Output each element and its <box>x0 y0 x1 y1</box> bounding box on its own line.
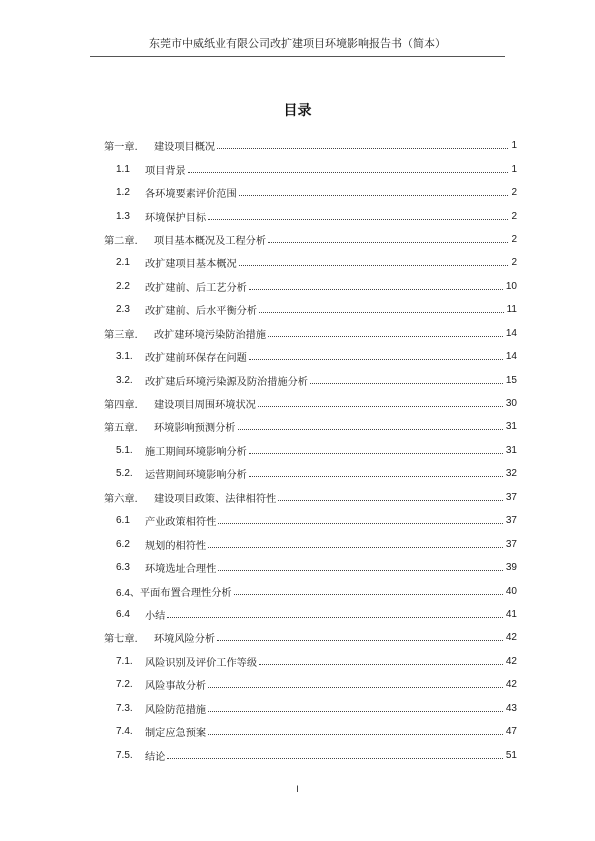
toc-dot-leader <box>259 312 504 313</box>
toc-entry-page: 41 <box>505 608 517 620</box>
toc-chapter-entry[interactable] <box>104 228 517 251</box>
toc-entry-title: 风险防范措施 <box>145 704 207 716</box>
toc-entry-page: 2 <box>511 210 517 222</box>
toc-entry-number: 2.3 <box>116 304 130 316</box>
toc-entry-page: 42 <box>505 679 517 691</box>
toc-section-entry[interactable] <box>104 673 517 696</box>
toc-entry-title: 风险事故分析 <box>145 681 207 693</box>
toc-entry-page: 1 <box>511 163 517 175</box>
toc-section-entry[interactable] <box>104 439 517 462</box>
toc-entry-title: 结论 <box>145 751 166 763</box>
toc-section-entry[interactable] <box>104 579 517 602</box>
toc-entry-page: 42 <box>505 632 517 644</box>
toc-dot-leader <box>167 617 503 618</box>
toc-entry-title: 环境选址合理性 <box>145 564 217 576</box>
toc-entry-title: 施工期间环境影响分析 <box>145 446 247 458</box>
toc-section-entry[interactable] <box>104 181 517 204</box>
toc-entry-number: 7.1. <box>116 655 133 667</box>
page-number: I <box>296 784 299 794</box>
toc-entry-page: 11 <box>506 304 517 316</box>
toc-entry-number: 2.1 <box>116 257 130 269</box>
toc-entry-title: 各环境要素评价范围 <box>145 189 237 201</box>
toc-entry-number: 第六章. <box>104 493 138 505</box>
toc-dot-leader <box>249 289 503 290</box>
toc-dot-leader <box>239 195 509 196</box>
toc-entry-page: 39 <box>505 562 517 574</box>
toc-entry-number: 第三章. <box>104 329 138 341</box>
toc-entry-page: 2 <box>511 233 517 245</box>
toc-entry-number: 6.4、 <box>116 587 140 599</box>
toc-section-entry[interactable] <box>104 603 517 626</box>
toc-entry-number: 3.2. <box>116 374 133 386</box>
toc-entry-page: 14 <box>505 327 517 339</box>
toc-entry-title: 改扩建前、后工艺分析 <box>145 282 247 294</box>
toc-section-entry[interactable] <box>104 368 517 391</box>
toc-section-entry[interactable] <box>104 251 517 274</box>
toc-chapter-entry[interactable] <box>104 626 517 649</box>
toc-section-entry[interactable] <box>104 509 517 532</box>
toc-entry-number: 1.3 <box>116 210 130 222</box>
toc-dot-leader <box>268 336 503 337</box>
toc-entry-title: 环境保护目标 <box>145 212 207 224</box>
toc-entry-page: 37 <box>505 515 517 527</box>
toc-entry-title: 改扩建后环境污染源及防治措施分析 <box>145 376 308 388</box>
toc-entry-title: 小结 <box>145 610 166 622</box>
toc-entry-number: 第四章. <box>104 400 138 412</box>
toc-entry-page: 37 <box>505 538 517 550</box>
toc-entry-title: 环境影响预测分析 <box>154 423 236 435</box>
toc-entry-number: 5.2. <box>116 468 133 480</box>
toc-section-entry[interactable] <box>104 532 517 555</box>
toc-dot-leader <box>218 570 503 571</box>
toc-dot-leader <box>238 429 503 430</box>
toc-title: 目录 <box>283 103 312 119</box>
toc-entry-number: 6.2 <box>116 538 130 550</box>
toc-dot-leader <box>217 148 508 149</box>
toc-dot-leader <box>167 758 503 759</box>
toc-entry-page: 30 <box>505 398 517 410</box>
toc-entry-title: 项目基本概况及工程分析 <box>154 235 267 247</box>
toc-entry-title: 改扩建前、后水平衡分析 <box>145 306 258 318</box>
toc-dot-leader <box>208 687 503 688</box>
toc-dot-leader <box>188 172 509 173</box>
toc-entry-title: 规划的相符性 <box>145 540 207 552</box>
toc-section-entry[interactable] <box>104 157 517 180</box>
toc-entry-title: 改扩建前环保存在问题 <box>145 353 247 365</box>
toc-dot-leader <box>239 265 509 266</box>
toc-entry-title: 平面布置合理性分析 <box>139 587 232 599</box>
toc-section-entry[interactable] <box>104 650 517 673</box>
toc-section-entry[interactable] <box>104 556 517 579</box>
toc-dot-leader <box>218 523 503 524</box>
toc-section-entry[interactable] <box>104 345 517 368</box>
toc-chapter-entry[interactable] <box>104 134 517 157</box>
toc-dot-leader <box>249 453 503 454</box>
toc-entry-title: 项目背景 <box>145 165 186 177</box>
toc-entry-page: 10 <box>505 280 517 292</box>
toc-dot-leader <box>208 547 503 548</box>
toc-entry-page: 32 <box>505 468 517 480</box>
toc-dot-leader <box>208 711 503 712</box>
toc-entry-number: 第一章. <box>104 142 138 154</box>
toc-entry-title: 改扩建项目基本概况 <box>145 259 237 271</box>
toc-entry-page: 15 <box>505 374 517 386</box>
toc-entry-number: 6.1 <box>116 515 130 527</box>
toc-entry-number: 第五章. <box>104 423 138 435</box>
toc-entry-page: 37 <box>505 491 517 503</box>
toc-chapter-entry[interactable] <box>104 392 517 415</box>
toc-entry-page: 1 <box>511 140 517 152</box>
toc-entry-page: 2 <box>511 187 517 199</box>
toc-entry-number: 1.2 <box>116 187 130 199</box>
toc-section-entry[interactable] <box>104 720 517 743</box>
toc-entry-title: 制定应急预案 <box>145 728 207 740</box>
toc-dot-leader <box>259 664 503 665</box>
toc-section-entry[interactable] <box>104 298 517 321</box>
toc-dot-leader <box>249 476 503 477</box>
toc-entry-number: 第七章. <box>104 634 138 646</box>
toc-entry-title: 产业政策相符性 <box>145 517 217 529</box>
toc-entry-page: 51 <box>505 749 517 761</box>
toc-entry-number: 第二章. <box>104 235 138 247</box>
page-header: 东莞市中威纸业有限公司改扩建项目环境影响报告书（简本） <box>149 37 446 50</box>
toc-dot-leader <box>310 383 503 384</box>
toc-section-entry[interactable] <box>104 275 517 298</box>
toc-entry-number: 7.3. <box>116 702 133 714</box>
table-of-contents <box>104 134 517 767</box>
toc-entry-number: 7.2. <box>116 679 133 691</box>
toc-entry-title: 运营期间环境影响分析 <box>145 470 247 482</box>
toc-dot-leader <box>258 406 503 407</box>
toc-entry-number: 7.4. <box>116 726 133 738</box>
toc-dot-leader <box>217 640 503 641</box>
toc-entry-title: 风险识别及评价工作等级 <box>145 657 258 669</box>
toc-entry-title: 环境风险分析 <box>154 634 216 646</box>
header-rule <box>90 56 505 57</box>
toc-entry-page: 31 <box>505 421 517 433</box>
toc-dot-leader <box>268 242 508 243</box>
toc-section-entry[interactable] <box>104 697 517 720</box>
toc-entry-page: 14 <box>505 351 517 363</box>
toc-dot-leader <box>278 500 503 501</box>
toc-chapter-entry[interactable] <box>104 486 517 509</box>
toc-dot-leader <box>234 594 503 595</box>
toc-entry-number: 6.3 <box>116 562 130 574</box>
toc-entry-title: 改扩建环境污染防治措施 <box>154 329 267 341</box>
toc-chapter-entry[interactable] <box>104 322 517 345</box>
toc-entry-page: 42 <box>505 655 517 667</box>
toc-entry-page: 2 <box>511 257 517 269</box>
toc-entry-number: 3.1. <box>116 351 133 363</box>
toc-section-entry[interactable] <box>104 204 517 227</box>
toc-dot-leader <box>249 359 503 360</box>
toc-entry-page: 43 <box>505 702 517 714</box>
toc-entry-number: 1.1 <box>116 163 130 175</box>
toc-entry-title: 建设项目概况 <box>154 142 216 154</box>
toc-dot-leader <box>208 734 503 735</box>
toc-entry-number: 7.5. <box>116 749 133 761</box>
toc-entry-number: 2.2 <box>116 280 130 292</box>
toc-dot-leader <box>208 219 508 220</box>
toc-entry-page: 40 <box>505 585 517 597</box>
toc-section-entry[interactable] <box>104 743 517 766</box>
toc-entry-page: 31 <box>505 444 517 456</box>
toc-chapter-entry[interactable] <box>104 415 517 438</box>
toc-entry-title: 建设项目政策、法律相符性 <box>154 493 277 505</box>
toc-section-entry[interactable] <box>104 462 517 485</box>
toc-entry-title: 建设项目周围环境状况 <box>154 400 256 412</box>
toc-entry-number: 6.4 <box>116 608 130 620</box>
toc-entry-page: 47 <box>505 726 517 738</box>
toc-entry-number: 5.1. <box>116 444 133 456</box>
